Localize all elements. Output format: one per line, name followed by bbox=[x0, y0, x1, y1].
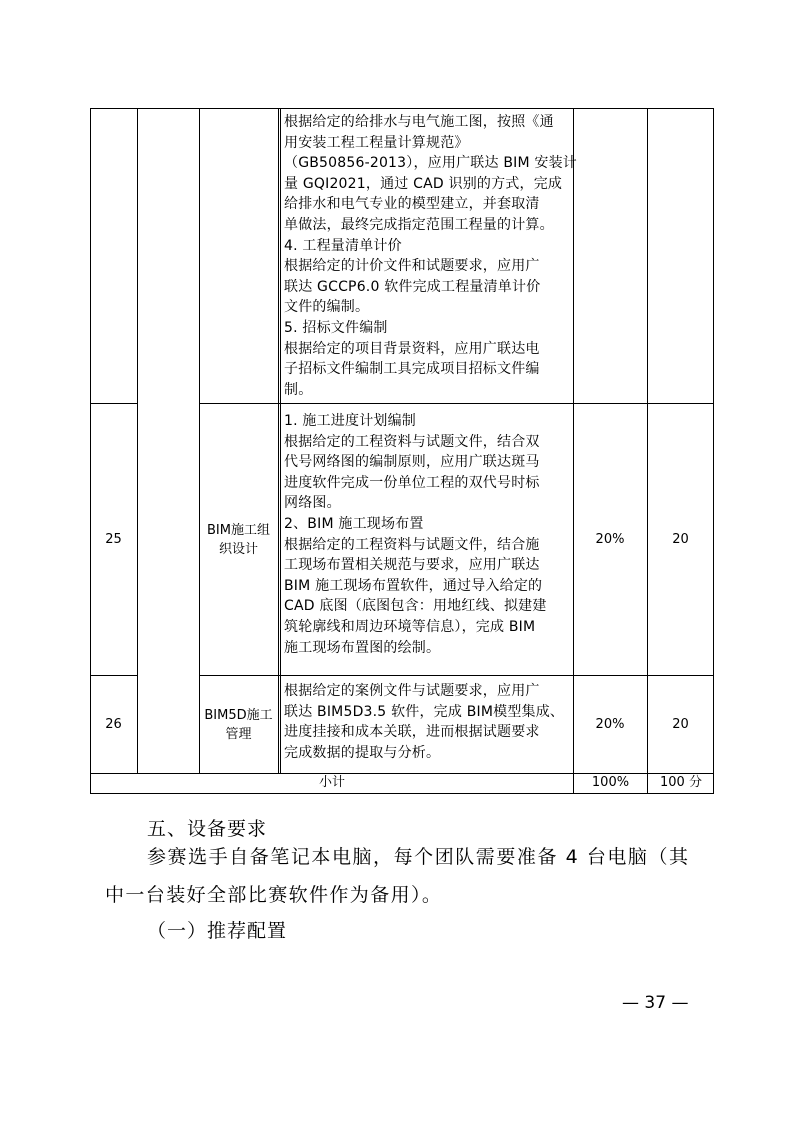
subheading: （一）推荐配置 bbox=[147, 920, 288, 942]
module-score: 20 bbox=[672, 532, 689, 547]
subtotal-label: 小计 bbox=[318, 775, 345, 790]
module-weight: 20% bbox=[595, 532, 625, 547]
paragraph-line: 参赛选手自备笔记本电脑，每个团队需要准备 4 台电脑（其 bbox=[147, 846, 690, 868]
subtotal-score: 100 分 bbox=[660, 775, 702, 790]
module-name: BIM施工组 织设计 bbox=[207, 522, 270, 557]
page-number: — 37 — bbox=[622, 993, 689, 1013]
module-content: 1. 施工进度计划编制 根据给定的工程资料与试题文件，结合双 代号网络图的编制原则，应用广联达斑马 进度软件完成一份单位工程的双代号时标 网络图。 2、BIM 施工现场布置 根据给定的工程资料与试题文件，结合施 工现场布置相关规范与要求，应用广联达 BIM 施工现场布置软件，通过导入给定的 CAD 底图（底图包含：用地红线、拟建建 筑轮廓线和周边环境等信息），完成 BIM 施工现场布置图的绘制。 bbox=[284, 413, 547, 656]
table-col-divider bbox=[137, 108, 138, 774]
module-name: BIM5D施工 管理 bbox=[204, 707, 273, 742]
paragraph-line: 中一台装好全部比赛软件作为备用）。 bbox=[105, 884, 443, 906]
continued-cell-content: 根据给定的给排水与电气施工图，按照《通 用安装工程工程量计算规范》 （GB50856-2013），应用广联达 BIM 安装计 量 GQI2021，通过 CAD 识别的方式，完成 给排水和电气专业的模型建立，并套取清 单做法，最终完成指定范围工程量的计算。 4. 工程量清单计价 根据给定的计价文件和试题要求，应用广 联达 GCCP6.0 软件完成工程量清单计价 文件的编制。 5. 招标文件编制 根据给定的项目背景资料，应用广联达电 子招标文件编制工具完成项目招标文件编 制。 bbox=[284, 114, 577, 398]
row-number: 25 bbox=[105, 532, 122, 547]
section-heading: 五、设备要求 bbox=[147, 818, 268, 840]
module-weight: 20% bbox=[595, 717, 625, 732]
module-content: 根据给定的案例文件与试题要求，应用广 联达 BIM5D3.5 软件，完成 BIM模型集成、 进度挂接和成本关联，进而根据试题要求 完成数据的提取与分析。 bbox=[284, 683, 565, 761]
module-score: 20 bbox=[672, 717, 689, 732]
subtotal-weight: 100% bbox=[591, 775, 630, 790]
row-number: 26 bbox=[105, 717, 122, 732]
